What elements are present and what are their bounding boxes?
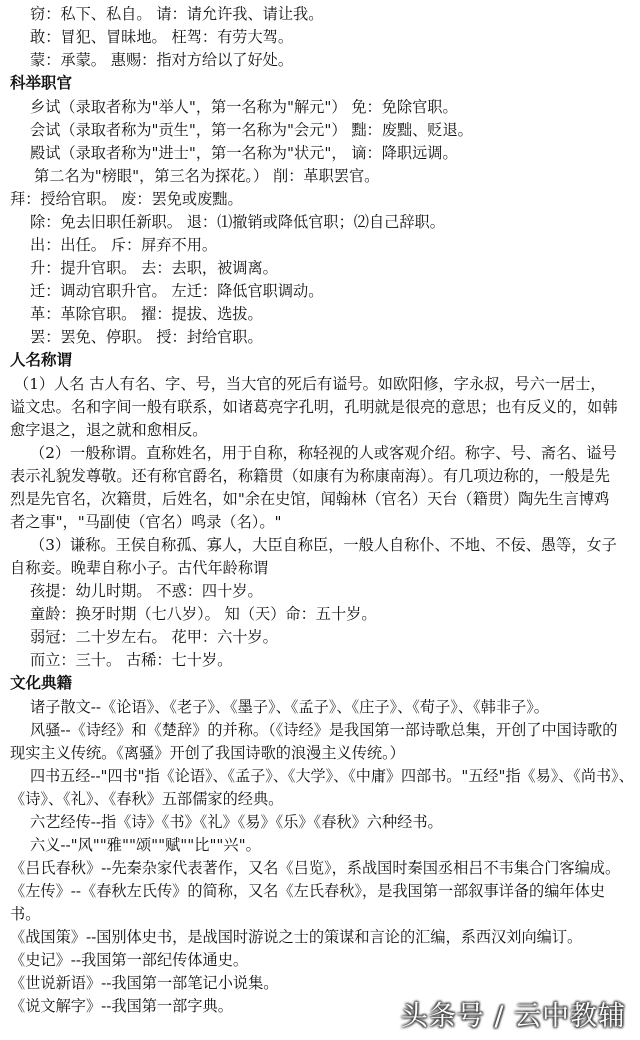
text-line: 童龄：换牙时期（七八岁）。 知（天）命：五十岁。 [30, 605, 377, 623]
text-line: 《世说新语》--我国第一部笔记小说集。 [10, 974, 279, 992]
text-line: 《史记》--我国第一部纪传体通史。 [10, 951, 249, 969]
text-line: 《吕氏春秋》--先秦杂家代表著作，又名《吕览》，系战国时秦国丞相吕不韦集合门客编成。 [10, 859, 621, 877]
text-line: 罢：罢免、停职。 授：封给官职。 [30, 328, 263, 346]
text-line: 拜：授给官职。 废：罢免或废黜。 [10, 190, 243, 208]
section-heading: 科举职官 [10, 73, 73, 92]
text-line: 书。 [10, 905, 41, 923]
text-line: 《说文解字》--我国第一部字典。 [10, 997, 233, 1015]
text-line: 《战国策》--国别体史书，是战国时游说之士的策谋和言论的汇编，系西汉刘向编订。 [10, 928, 583, 946]
text-line: （1）人名 古人有名、字、号，当大官的死后有谥号。如欧阳修，字永叔，号六一居士， [14, 375, 606, 393]
text-line: 烈是先官名，次籍贯，后姓名，如"余在史馆，闻翰林（官名）天台（籍贯）陶先生言博鸡 [10, 490, 610, 508]
text-line: 者之事"，"马副使（官名）鸣录（名）。" [10, 513, 282, 531]
text-line: 蒙：承蒙。 惠赐：指对方给以了好处。 [30, 51, 294, 69]
text-line: 迁：调动官职升官。 左迁：降低官职调动。 [30, 282, 324, 300]
text-line: 六义--"风""雅""颂""赋""比""兴"。 [30, 836, 261, 854]
text-line: 乡试（录取者称为"举人"，第一名称为"解元"） 免：免除官职。 [30, 98, 458, 116]
text-line: 升：提升官职。 去：去职，被调离。 [30, 259, 278, 277]
text-line: 会试（录取者称为"贡生"，第一名称为"会元"） 黜：废黜、贬退。 [30, 121, 473, 139]
text-line: 弱冠：二十岁左右。 花甲：六十岁。 [30, 628, 278, 646]
text-line: 《诗》、《礼》、《春秋》五部儒家的经典。 [10, 790, 284, 808]
text-line: 革：革除官职。 擢：提拔、选拔。 [30, 305, 263, 323]
text-line: 六艺经传--指《诗》《书》《礼》《易》《乐》《春秋》六种经书。 [30, 813, 443, 831]
text-line: 《左传》--《春秋左氏传》的简称，又名《左氏春秋》，是我国第一部叙事详备的编年体史 [10, 882, 605, 900]
text-line: 孩提：幼儿时期。 不惑：四十岁。 [30, 582, 263, 600]
text-line: 除：免去旧职任新职。 退：⑴撤销或降低官职；⑵自己辞职。 [30, 213, 445, 231]
text-line: 现实主义传统。《离骚》开创了我国诗歌的浪漫主义传统。） [10, 744, 405, 762]
text-line: （2）一般称谓。直称姓名，用于自称，称轻视的人或客观介绍。称字、号、斋名、谥号 [30, 444, 617, 462]
section-heading: 文化典籍 [10, 673, 73, 692]
section-heading: 人名称谓 [10, 350, 73, 369]
text-line: 第二名为"榜眼"，第三名为探花。） 削：革职罢官。 [34, 167, 380, 185]
text-line: （3）谦称。王侯自称孤、寡人，大臣自称臣，一般人自称仆、不地、不佞、愚等，女子 [30, 536, 617, 554]
text-line: 窃：私下、私自。 请：请允许我、请让我。 [30, 5, 324, 23]
text-line: 愈字退之，退之就和愈相反。 [10, 421, 208, 439]
text-line: 四书五经--"四书"指《论语》、《孟子》、《大学》、《中庸》四部书。"五经"指《易》、《尚书》、 [30, 767, 634, 785]
watermark: 头条号 / 云中教辅 [400, 1001, 626, 1032]
text-line: 殿试（录取者称为"进士"，第一名称为"状元"， 谪：降职远调。 [30, 144, 458, 162]
text-line: 而立：三十。 古稀：七十岁。 [30, 651, 233, 669]
text-line: 谥文忠。名和字间一般有联系，如诸葛亮字孔明，孔明就是很亮的意思；也有反义的，如韩 [10, 398, 618, 416]
text-line: 自称妾。晚辈自称小子。古代年龄称谓 [10, 559, 269, 577]
text-line: 出：出任。 斥：屏弃不用。 [30, 236, 218, 254]
text-line: 敢：冒犯、冒昧地。 枉驾：有劳大驾。 [30, 28, 294, 46]
text-line: 表示礼貌发尊敬。还有称官爵名，称籍贯（如康有为称康南海）。有几项边称的，一般是先 [10, 467, 610, 485]
text-line: 诸子散文--《论语》、《老子》、《墨子》、《孟子》、《庄子》、《荀子》、《韩非子》。 [30, 698, 549, 716]
text-line: 风骚--《诗经》和《楚辞》的并称。（《诗经》是我国第一部诗歌总集，开创了中国诗歌的 [30, 721, 618, 739]
